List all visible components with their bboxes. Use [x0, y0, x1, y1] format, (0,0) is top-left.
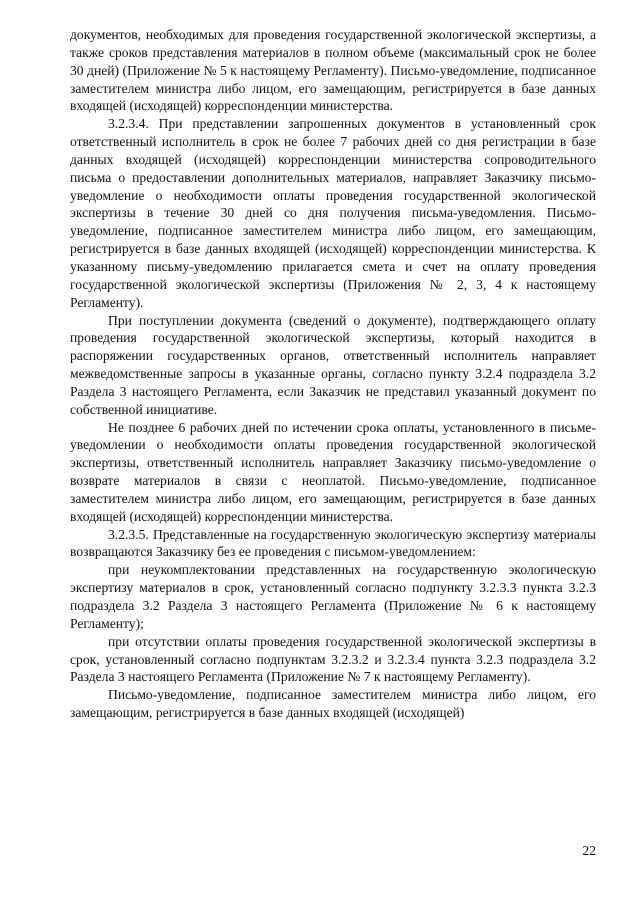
page-number: 22 [582, 843, 596, 858]
paragraph-continuation: документов, необходимых для проведения государственной экологической экспертизы, а также сроков представления материалов в полном объеме (максимальный срок не более 30 дней) (Приложение № 5 к настоящему Регламенту). Письмо-уведомление, подписанное заместителем министра либо лицом, его замещающим, регистрируется в базе данных входящей (исходящей) корреспонденции министерства. [70, 27, 596, 114]
paragraph-notice-registration: Письмо-уведомление, подписанное заместителем министра либо лицом, его замещающим, регистрируется в базе данных входящей (исходящей) [70, 687, 596, 721]
document-body [70, 26, 596, 722]
list-item-incomplete-materials: при неукомплектовании представленных на государственную экологическую экспертизу материалов в срок, установленный согласно подпункту 3.2.3.3 пункта 3.2.3 подраздела 3.2 Раздела 3 настоящего Регламента (Приложение № 6 к настоящему Регламенту); [70, 562, 596, 631]
paragraph-return-notice: Не позднее 6 рабочих дней по истечении срока оплаты, установленного в письме-уведомлении о необходимости оплаты проведения государственной экологической экспертизы, ответственный исполнитель направляет Заказчику письмо-уведомление о возврате материалов в связи с неоплатой. Письмо-уведомление, подписанное заместителем министра либо лицом, его замещающим, регистрируется в базе данных входящей (исходящей) корреспонденции министерства. [70, 419, 596, 524]
paragraph-3-2-3-5: 3.2.3.5. Представленные на государственную экологическую экспертизу материалы возвращаются Заказчику без ее проведения с письмом-уведомлением: [70, 526, 596, 560]
paragraph-payment-confirmation: При поступлении документа (сведений о документе), подтверждающего оплату проведения государственной экологической экспертизы, который находится в распоряжении государственных органов, ответственный исполнитель направляет межведомственные запросы в указанные органы, согласно пункту 3.2.4 подраздела 3.2 Раздела 3 настоящего Регламента, если Заказчик не представил указанный документ по собственной инициативе. [70, 312, 596, 417]
paragraph-3-2-3-4: 3.2.3.4. При представлении запрошенных документов в установленный срок ответственный исполнитель в срок не более 7 рабочих дней со дня регистрации в базе данных входящей (исходящей) корреспонденции министерства сопроводительного письма о предоставлении дополнительных материалов, направляет Заказчику письмо-уведомление о необходимости оплаты проведения государственной экологической экспертизы в течение 30 дней со дня получения письма-уведомления. Письмо-уведомление, подписанное заместителем министра либо лицом, его замещающим, регистрируется в базе данных входящей (исходящей) корреспонденции министерства. К указанному письму-уведомлению прилагается смета и счет на оплату проведения государственной экологической экспертизы (Приложения № 2, 3, 4 к настоящему Регламенту). [70, 116, 596, 310]
list-item-no-payment: при отсутствии оплаты проведения государственной экологической экспертизы в срок, установленный согласно подпунктам 3.2.3.2 и 3.2.3.4 пункта 3.2.3 подраздела 3.2 Раздела 3 настоящего Регламента (Приложение № 7 к настоящему Регламенту). [70, 633, 596, 685]
